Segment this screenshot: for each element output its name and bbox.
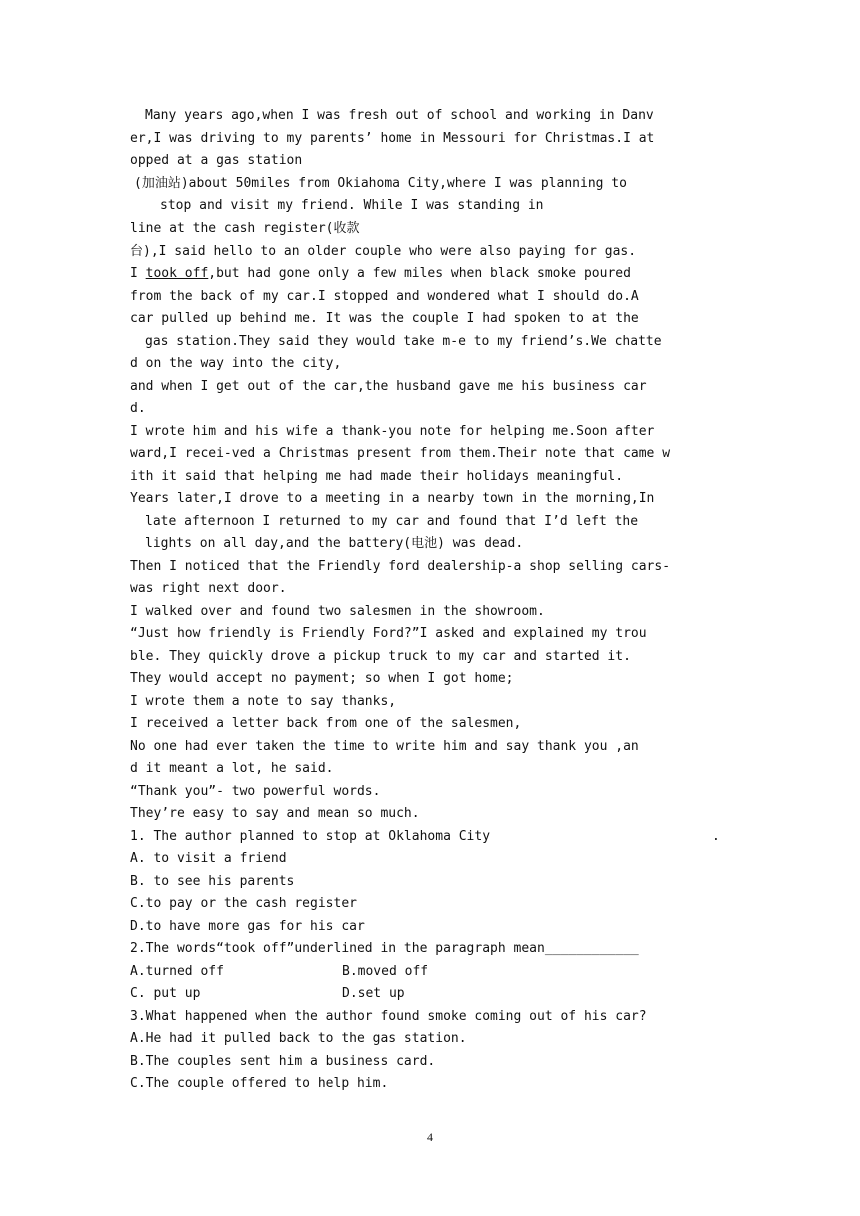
passage-line: from the back of my car.I stopped and wondered what I should do.A <box>130 289 639 304</box>
answer-option: D.set up <box>342 986 405 1001</box>
answer-option: C. put up <box>130 986 201 1001</box>
passage-line: and when I get out of the car,the husband gave me his business car <box>130 379 647 394</box>
passage-line: d on the way into the city, <box>130 356 342 371</box>
passage-line: I wrote them a note to say thanks, <box>130 694 397 709</box>
passage-line: stop and visit my friend. While I was standing in <box>160 198 544 213</box>
passage-line: opped at a gas station <box>130 153 303 168</box>
underlined-phrase: took off <box>145 266 209 281</box>
passage-line: “Just how friendly is Friendly Ford?”I asked and explained my trou <box>130 626 647 641</box>
passage-line: ble. They quickly drove a pickup truck to my car and started it. <box>130 649 631 664</box>
passage-line-with-underline <box>130 266 631 282</box>
answer-option: A.He had it pulled back to the gas station. <box>130 1031 467 1046</box>
passage-line: They would accept no payment; so when I got home; <box>130 671 514 686</box>
passage-line: “Thank you”- two powerful words. <box>130 784 381 799</box>
passage-line: lights on all day,and the battery(电池) was dead. <box>145 536 524 551</box>
passage-text: ,but had gone only a few miles when black smoke poured <box>208 266 631 281</box>
passage-line: gas station.They said they would take m-e to my friend’s.We chatte <box>145 334 662 349</box>
question-blank-end: . <box>712 829 720 844</box>
passage-line: d. <box>130 401 146 416</box>
answer-option: C.The couple offered to help him. <box>130 1076 389 1091</box>
passage-line: line at the cash register(收款 <box>130 221 360 236</box>
passage-line: I walked over and found two salesmen in the showroom. <box>130 604 545 619</box>
passage-line: ward,I recei-ved a Christmas present from them.Their note that came w <box>130 446 671 461</box>
passage-line: er,I was driving to my parents’ home in Messouri for Christmas.I at <box>130 131 655 146</box>
passage-line: car pulled up behind me. It was the couple I had spoken to at the <box>130 311 639 326</box>
passage-line: ith it said that helping me had made their holidays meaningful. <box>130 469 624 484</box>
passage-line: d it meant a lot, he said. <box>130 761 334 776</box>
passage-line: Then I noticed that the Friendly ford dealership-a shop selling cars- <box>130 559 671 574</box>
passage-line: (加油站)about 50miles from Okiahoma City,where I was planning to <box>134 176 627 191</box>
passage-line: 台),I said hello to an older couple who were also paying for gas. <box>130 244 637 259</box>
page-number: 4 <box>427 1130 433 1144</box>
answer-option: C.to pay or the cash register <box>130 896 357 911</box>
answer-option: B. to see his parents <box>130 874 295 889</box>
passage-line: They’re easy to say and mean so much. <box>130 806 420 821</box>
passage-text: I <box>130 266 138 281</box>
question-stem: 1. The author planned to stop at Oklahoma City <box>130 829 491 844</box>
passage-line: late afternoon I returned to my car and found that I’d left the <box>145 514 639 529</box>
passage-line: No one had ever taken the time to write him and say thank you ,an <box>130 739 639 754</box>
passage-line: was right next door. <box>130 581 287 596</box>
question-stem: 3.What happened when the author found smoke coming out of his car? <box>130 1009 647 1024</box>
answer-option: B.The couples sent him a business card. <box>130 1054 436 1069</box>
answer-option: D.to have more gas for his car <box>130 919 365 934</box>
passage-line: Many years ago,when I was fresh out of school and working in Danv <box>145 108 654 123</box>
passage-line: Years later,I drove to a meeting in a nearby town in the morning,In <box>130 491 655 506</box>
passage-line: I wrote him and his wife a thank-you note for helping me.Soon after <box>130 424 655 439</box>
passage-line: I received a letter back from one of the salesmen, <box>130 716 522 731</box>
answer-option: A.turned off <box>130 964 224 979</box>
answer-option: A. to visit a friend <box>130 851 287 866</box>
question-stem: 2.The words“took off”underlined in the paragraph mean____________ <box>130 941 639 956</box>
answer-option: B.moved off <box>342 964 429 979</box>
